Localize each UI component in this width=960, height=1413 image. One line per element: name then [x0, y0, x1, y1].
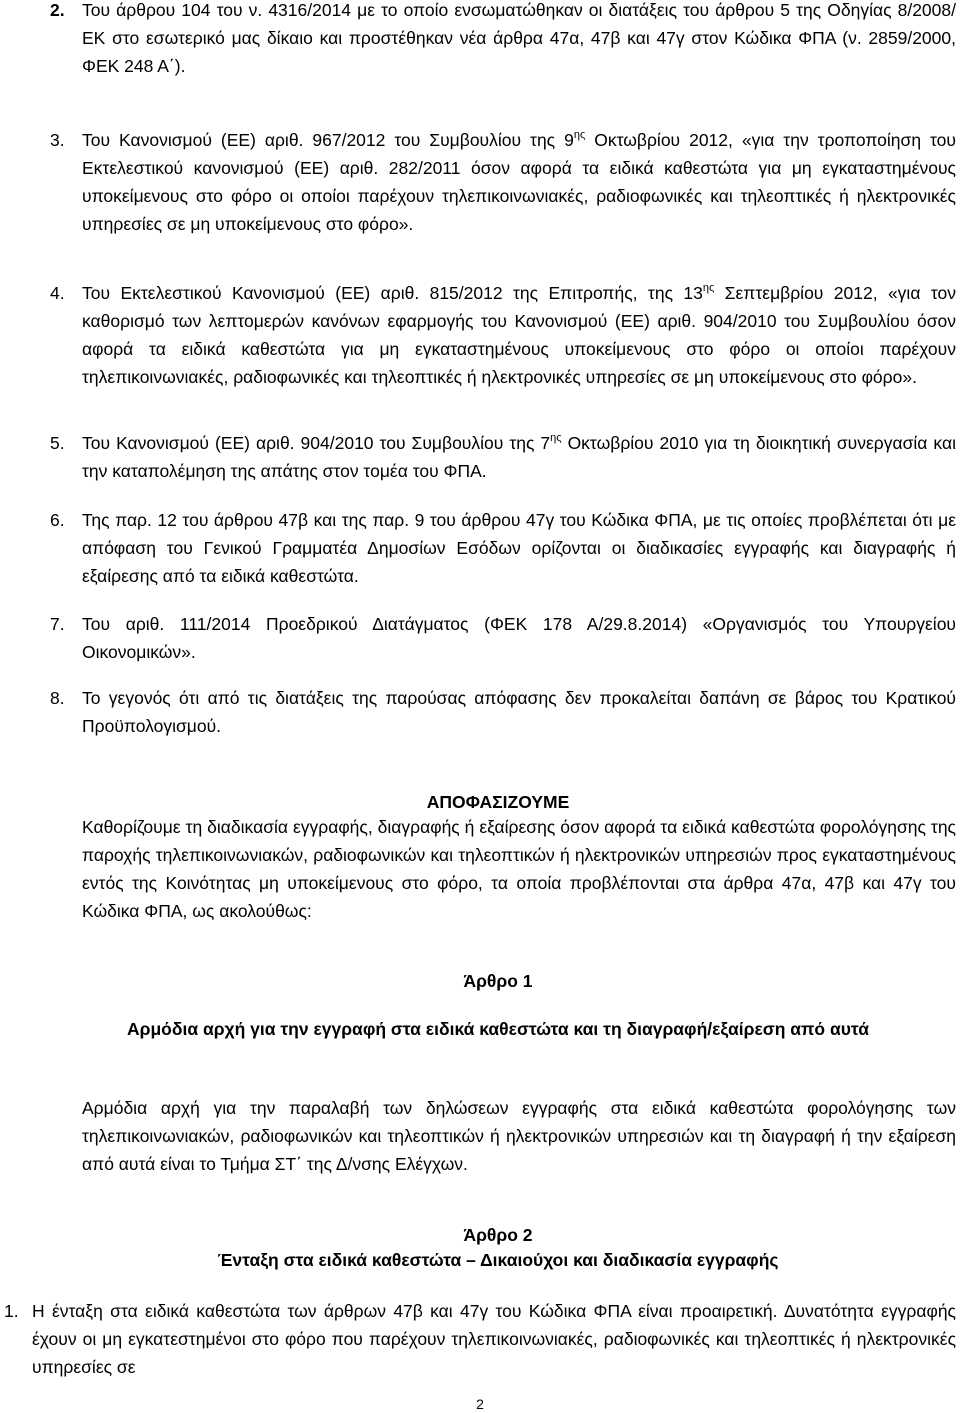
list-item: [50, 0, 956, 80]
list-item-text: Το γεγονός ότι από τις διατάξεις της παρούσας απόφασης δεν προκαλείται δαπάνη σε βάρος του Κρατικού Προϋπολογισμού.: [82, 688, 956, 736]
list-item-text: Του Κανονισμού (ΕΕ) αριθ. 904/2010 του Συμβουλίου της $7^{\eta\varsigma}$ Οκτωβρίου 2010 για τη διοικητική συνεργασία και την καταπολέμηση της απάτης στον τομέα του ΦΠΑ.: [82, 432, 956, 481]
list-item: [4, 1297, 956, 1381]
list-item-number: 4.: [50, 283, 65, 303]
list-item: [50, 684, 956, 740]
list-item-number: 5.: [50, 433, 65, 453]
article-1-title: Άρθρο 1: [463, 971, 533, 991]
list-item-text: Του Κανονισμού (ΕΕ) αριθ. 967/2012 του Συμβουλίου της $9^{\eta\varsigma}$ Οκτωβρίου 2012, «για την τροποποίηση του Εκτελεστικού κανονισμού (ΕΕ) αριθ. 282/2011 όσον αφορά τα ειδικά καθεστώτα για μη εγκαταστημένους υποκείμενους στο φόρο οι οποίοι παρέχουν τηλεπικοινωνιακές, ραδιοφωνικές και τηλεοπτικές ή ηλεκτρονικές υπηρεσίες σε μη υποκείμενους στο φόρο».: [82, 129, 956, 234]
list-item-text: Η ένταξη στα ειδικά καθεστώτα των άρθρων 47β και 47γ του Κώδικα ΦΠΑ είναι προαιρετική. Δυνατότητα εγγραφής έχουν οι μη εγκατεστημένοι στο φόρο που παρέχουν τηλεπικοινωνιακές, ραδιοφωνικές και τηλεοπτικές ή ηλεκτρονικές υπηρεσίες σε: [32, 1301, 956, 1377]
list-item-number: 1.: [4, 1301, 19, 1321]
list-item-number: 3.: [50, 130, 65, 150]
list-item-text: Του Εκτελεστικού Κανονισμού (ΕΕ) αριθ. 815/2012 της Επιτροπής, της $13^{\eta\varsigma}$ Σεπτεμβρίου 2012, «για τον καθορισμό των λεπτομερών κανόνων εφαρμογής του Κανονισμού (ΕΕ) αριθ. 904/2010 του Συμβουλίου όσον αφορά τα ειδικά καθεστώτα για μη εγκαταστημένους υποκείμενους στο φόρο οι οποίοι παρέχουν τηλεπικοινωνιακές, ραδιοφωνικές και τηλεοπτικές ή ηλεκτρονικές υπηρεσίες σε μη υποκείμενους στο φόρο».: [82, 282, 956, 387]
list-item: [50, 506, 956, 590]
list-item: [50, 126, 956, 238]
decision-heading: ΑΠΟΦΑΣΙΖΟΥΜΕ: [426, 792, 570, 812]
list-item-number: 2.: [50, 0, 65, 20]
list-item-number: 7.: [50, 614, 65, 634]
article-2-heading: Ένταξη στα ειδικά καθεστώτα – Δικαιούχοι και διαδικασία εγγραφής: [217, 1250, 779, 1270]
article-2-title: Άρθρο 2: [463, 1225, 533, 1245]
list-item-text: Του αριθ. 111/2014 Προεδρικού Διατάγματος (ΦΕΚ 178 Α/29.8.2014) «Οργανισμός του Υπουργείου Οικονομικών».: [82, 614, 956, 662]
list-item: [50, 429, 956, 485]
list-item-number: 6.: [50, 510, 65, 530]
list-item-number: 8.: [50, 688, 65, 708]
page-number: 2: [476, 1396, 484, 1412]
article-1-heading: Αρμόδια αρχή για την εγγραφή στα ειδικά καθεστώτα και τη διαγραφή/εξαίρεση από αυτά: [126, 1019, 870, 1039]
list-item: [50, 610, 956, 666]
list-item-text: Της παρ. 12 του άρθρου 47β και της παρ. 9 του άρθρου 47γ του Κώδικα ΦΠΑ, με τις οποίες προβλέπεται ότι με απόφαση του Γενικού Γραμματέα Δημοσίων Εσόδων ορίζονται οι διαδικασίες εγγραφής και διαγραφής ή εξαίρεσης από τα ειδικά καθεστώτα.: [82, 510, 956, 586]
decision-text: Καθορίζουμε τη διαδικασία εγγραφής, διαγραφής ή εξαίρεσης όσον αφορά τα ειδικά καθεστώτα φορολόγησης της παροχής τηλεπικοινωνιακών, ραδιοφωνικών και τηλεοπτικών ή ηλεκτρονικών υπηρεσιών προς εγκαταστημένους εντός της Κοινότητας μη υποκείμενους στο φόρο, τα οποία προβλέπονται στα άρθρα 47α, 47β και 47γ του Κώδικα ΦΠΑ, ως ακολούθως:: [82, 817, 956, 921]
list-item-text: Του άρθρου 104 του ν. 4316/2014 με το οποίο ενσωματώθηκαν οι διατάξεις του άρθρου 5 της Οδηγίας 8/2008/ΕΚ στο εσωτερικό μας δίκαιο και προστέθηκαν νέα άρθρα 47α, 47β και 47γ στον Κώδικα ΦΠΑ (ν. 2859/2000, ΦΕΚ 248 Α΄).: [82, 0, 956, 76]
article-1-text: Αρμόδια αρχή για την παραλαβή των δηλώσεων εγγραφής στα ειδικά καθεστώτα φορολόγησης των τηλεπικοινωνιακών, ραδιοφωνικών και τηλεοπτικών ή ηλεκτρονικών υπηρεσιών και τη διαγραφή ή την εξαίρεση από αυτά είναι το Τμήμα ΣΤ΄ της Δ/νσης Ελέγχων.: [82, 1098, 956, 1174]
list-item: [50, 279, 956, 391]
